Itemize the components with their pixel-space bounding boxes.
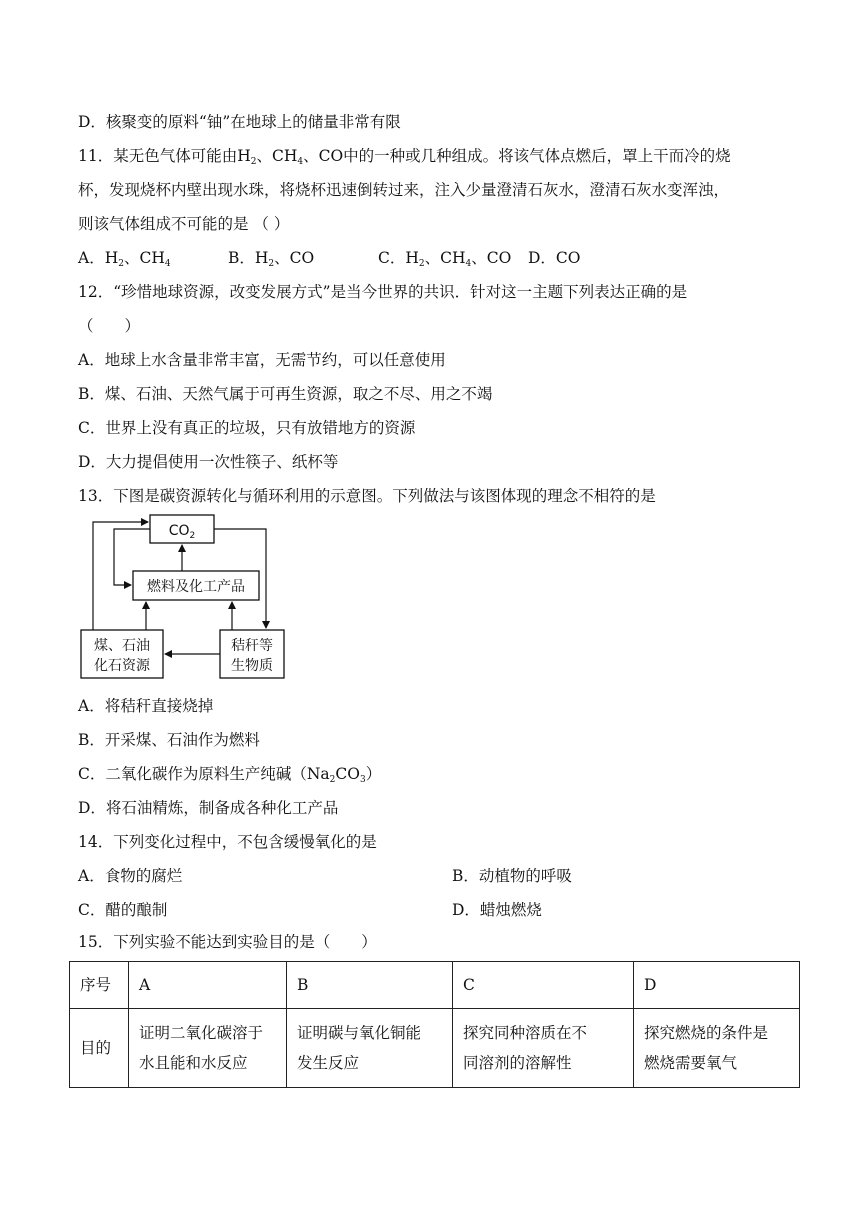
q12-option-c: C．世界上没有真正的垃圾，只有放错地方的资源 [78,419,416,437]
table-header-cell: 序号 [70,962,129,1009]
q15-table [69,961,800,1088]
table-header-cell: B [287,962,453,1009]
q14-option-b: B．动植物的呼吸 [452,867,572,885]
bio-label-2: 生物质 [231,658,273,674]
q11-stem-line2: 杯，发现烧杯内壁出现水珠，将烧杯迅速倒转过来，注入少量澄清石灰水，澄清石灰水变浑浊， [78,181,730,199]
q12-option-b: B．煤、石油、天然气属于可再生资源，取之不尽、用之不竭 [78,385,493,403]
table-cell: 证明二氧化碳溶于 水且能和水反应 [129,1009,287,1088]
table-header-row [70,962,800,1009]
table-row [70,1009,800,1088]
q11-stem-line1: 11．某无色气体可能由$H_2$、$CH_4$、CO中的一种或几种组成。将该气体点燃后，罩上干而冷的烧 [78,147,731,167]
bio-label-1: 秸秆等 [231,638,273,654]
table-cell: 探究燃烧的条件是 燃烧需要氧气 [634,1009,800,1088]
q11-option-d: D．CO [528,249,581,267]
q14-option-d: D．蜡烛燃烧 [452,901,542,919]
co2-label: $CO_2$ [168,523,196,541]
q10-option-d: D．核聚变的原料“铀”在地球上的储量非常有限 [78,113,401,131]
table-row-label: 目的 [70,1009,129,1088]
q13-option-a: A．将秸秆直接烧掉 [78,697,214,715]
q12-option-a: A．地球上水含量非常丰富，无需节约，可以任意使用 [78,351,446,369]
q12-option-d: D．大力提倡使用一次性筷子、纸杯等 [78,453,339,471]
q11-stem-line3: 则该气体组成不可能的是 （ ） [78,215,290,233]
table-header-cell: C [453,962,634,1009]
q13-stem-line1: 13．下图是碳资源转化与循环利用的示意图。下列做法与该图体现的理念不相符的是 [78,487,656,505]
q13-option-c: C．二氧化碳作为原料生产纯碱$(Na_2CO_3)$ [78,765,382,785]
q14-option-c: C．醋的酿制 [78,901,168,919]
carbon-cycle-diagram [78,512,288,684]
q14-option-a: A．食物的腐烂 [78,867,183,885]
fuel-label: 燃料及化工产品 [147,579,245,595]
table-cell: 证明碳与氧化铜能 发生反应 [287,1009,453,1088]
fossil-label-2: 化石资源 [94,658,150,674]
q12-stem-line2: （ ） [78,317,141,335]
q13-option-b: B．开采煤、石油作为燃料 [78,731,260,749]
fossil-label-1: 煤、石油 [94,638,150,654]
q11-option-a: A．$H_2$、$CH_4$ [78,249,171,269]
q14-stem-line1: 14．下列变化过程中，不包含缓慢氧化的是 [78,833,377,851]
table-cell: 探究同种溶质在不 同溶剂的溶解性 [453,1009,634,1088]
q11-option-c: C．$H_2$、$CH_4$、CO [378,249,512,269]
table-header-cell: A [129,962,287,1009]
q11-option-b: B．$H_2$、CO [228,249,315,269]
q12-stem-line1: 12．“珍惜地球资源，改变发展方式”是当今世界的共识．针对这一主题下列表达正确的是 [78,283,688,301]
table-header-cell: D [634,962,800,1009]
q15-stem-line1: 15．下列实验不能达到实验目的是（ ） [78,933,377,951]
q13-option-d: D．将石油精炼，制备成各种化工产品 [78,799,339,817]
